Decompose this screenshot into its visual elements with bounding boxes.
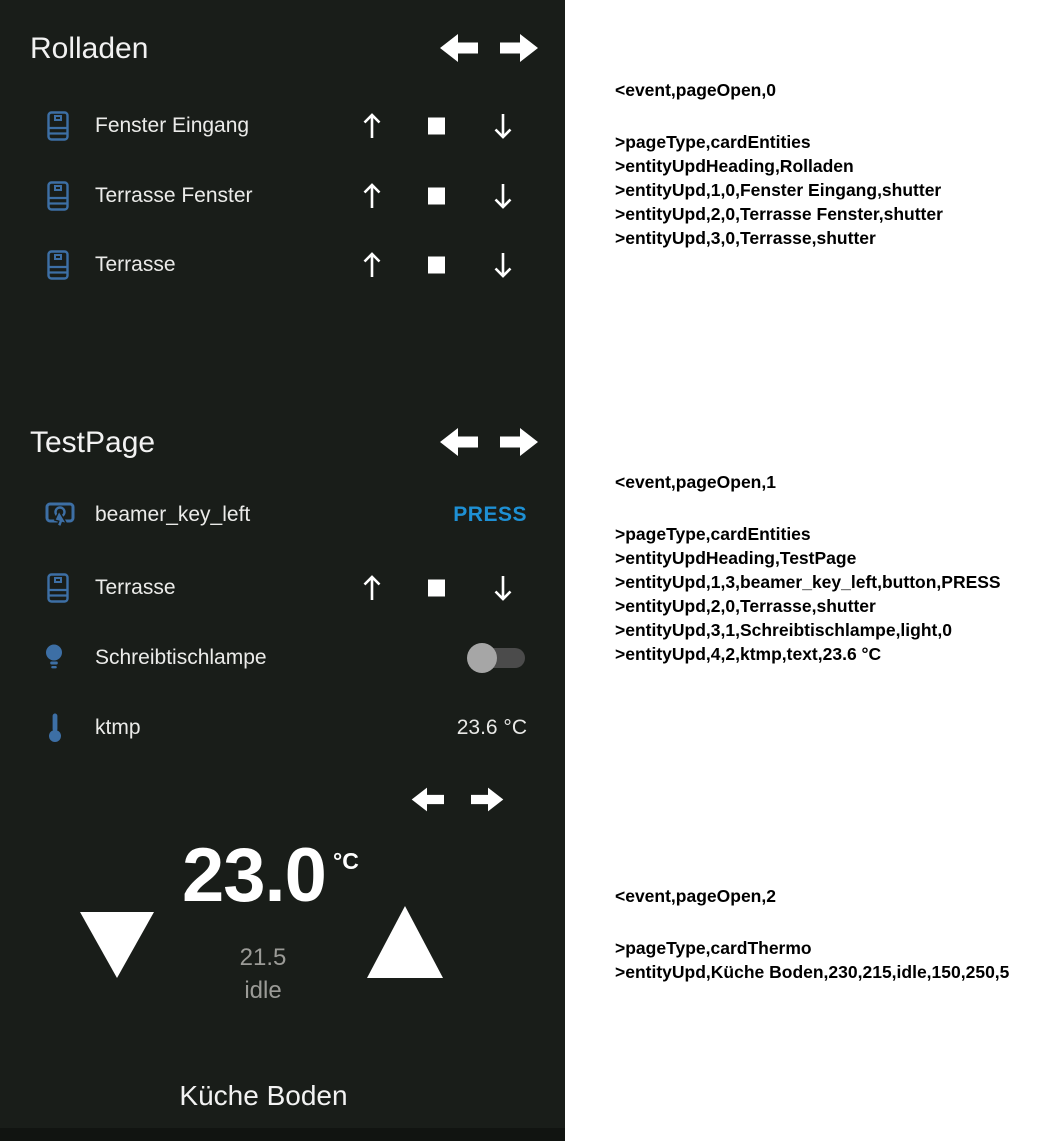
shutter-stop-button[interactable] (428, 580, 445, 597)
log-line: >pageType,cardThermo (615, 938, 812, 958)
lightbulb-icon (44, 643, 64, 673)
shutter-down-button[interactable] (492, 182, 514, 210)
log-line: >entityUpd,2,0,Terrasse,shutter (615, 596, 876, 616)
log-line: >entityUpdHeading,TestPage (615, 548, 857, 568)
entity-row (0, 174, 565, 218)
panel-bottom-strip (0, 1128, 565, 1141)
shutter-icon (46, 111, 70, 141)
entity-row (0, 243, 565, 287)
shutter-up-button[interactable] (361, 574, 383, 602)
thermostat-name: Küche Boden (179, 1080, 348, 1111)
nav-next-icon[interactable] (500, 425, 540, 459)
log-line: >entityUpd,3,1,Schreibtischlampe,light,0 (615, 620, 952, 640)
log-line: >entityUpd,3,0,Terrasse,shutter (615, 228, 876, 248)
temperature-unit: °C (333, 848, 359, 874)
entity-label: beamer_key_left (95, 503, 251, 526)
nav-next-icon[interactable] (500, 31, 540, 65)
log-line: >entityUpd,4,2,ktmp,text,23.6 °C (615, 644, 882, 664)
log-line: >pageType,cardEntities (615, 524, 811, 544)
entity-label: Terrasse (95, 576, 176, 599)
entity-row (0, 104, 565, 148)
thermometer-icon (45, 712, 65, 744)
shutter-icon (46, 573, 70, 603)
log-block-page1 (615, 470, 1001, 666)
nav-prev-icon[interactable] (410, 785, 444, 814)
entity-label: Terrasse (95, 253, 176, 276)
shutter-down-button[interactable] (492, 112, 514, 140)
entity-value: 23.6 °C (456, 716, 527, 739)
shutter-stop-button[interactable] (428, 257, 445, 274)
shutter-stop-button[interactable] (428, 118, 445, 135)
target-temperature: 21.5 (239, 944, 287, 971)
shutter-down-button[interactable] (492, 574, 514, 602)
entity-label: Schreibtischlampe (95, 646, 267, 669)
current-temperature: 23.0 (182, 833, 326, 918)
card-heading: TestPage (30, 426, 156, 459)
card-heading: Rolladen (30, 32, 149, 65)
shutter-up-button[interactable] (361, 112, 383, 140)
entity-label: Fenster Eingang (95, 114, 250, 137)
gesture-tap-button-icon (44, 498, 76, 532)
nav-prev-icon[interactable] (438, 31, 478, 65)
log-block-page0 (615, 78, 943, 250)
shutter-stop-button[interactable] (428, 188, 445, 205)
log-line: >entityUpd,2,0,Terrasse Fenster,shutter (615, 204, 943, 224)
log-line: >entityUpd,1,3,beamer_key_left,button,PRESS (615, 572, 1001, 592)
hvac-state: idle (244, 977, 282, 1004)
log-event-line: <event,pageOpen,1 (615, 472, 776, 492)
entity-row (0, 636, 565, 680)
shutter-icon (46, 250, 70, 280)
entity-label: ktmp (95, 716, 141, 739)
log-block-page2 (615, 884, 1009, 984)
entity-row (0, 706, 565, 750)
nav-prev-icon[interactable] (438, 425, 478, 459)
card-rolladen (0, 0, 565, 420)
shutter-icon (46, 181, 70, 211)
entity-row (0, 566, 565, 610)
shutter-up-button[interactable] (361, 182, 383, 210)
log-line: >entityUpd,Küche Boden,230,215,idle,150,250,5 (615, 962, 1010, 982)
log-event-line: <event,pageOpen,0 (615, 80, 776, 100)
toggle-knob (467, 643, 497, 673)
shutter-up-button[interactable] (361, 251, 383, 279)
nav-next-icon[interactable] (471, 785, 505, 814)
log-event-line: <event,pageOpen,2 (615, 886, 776, 906)
press-button[interactable]: PRESS (453, 503, 527, 526)
entity-label: Terrasse Fenster (95, 184, 253, 207)
card-testpage (0, 420, 565, 770)
card-thermo (0, 770, 565, 1141)
shutter-down-button[interactable] (492, 251, 514, 279)
log-line: >pageType,cardEntities (615, 132, 811, 152)
entity-row (0, 493, 565, 537)
light-toggle[interactable] (466, 643, 528, 673)
log-line: >entityUpdHeading,Rolladen (615, 156, 854, 176)
log-line: >entityUpd,1,0,Fenster Eingang,shutter (615, 180, 942, 200)
